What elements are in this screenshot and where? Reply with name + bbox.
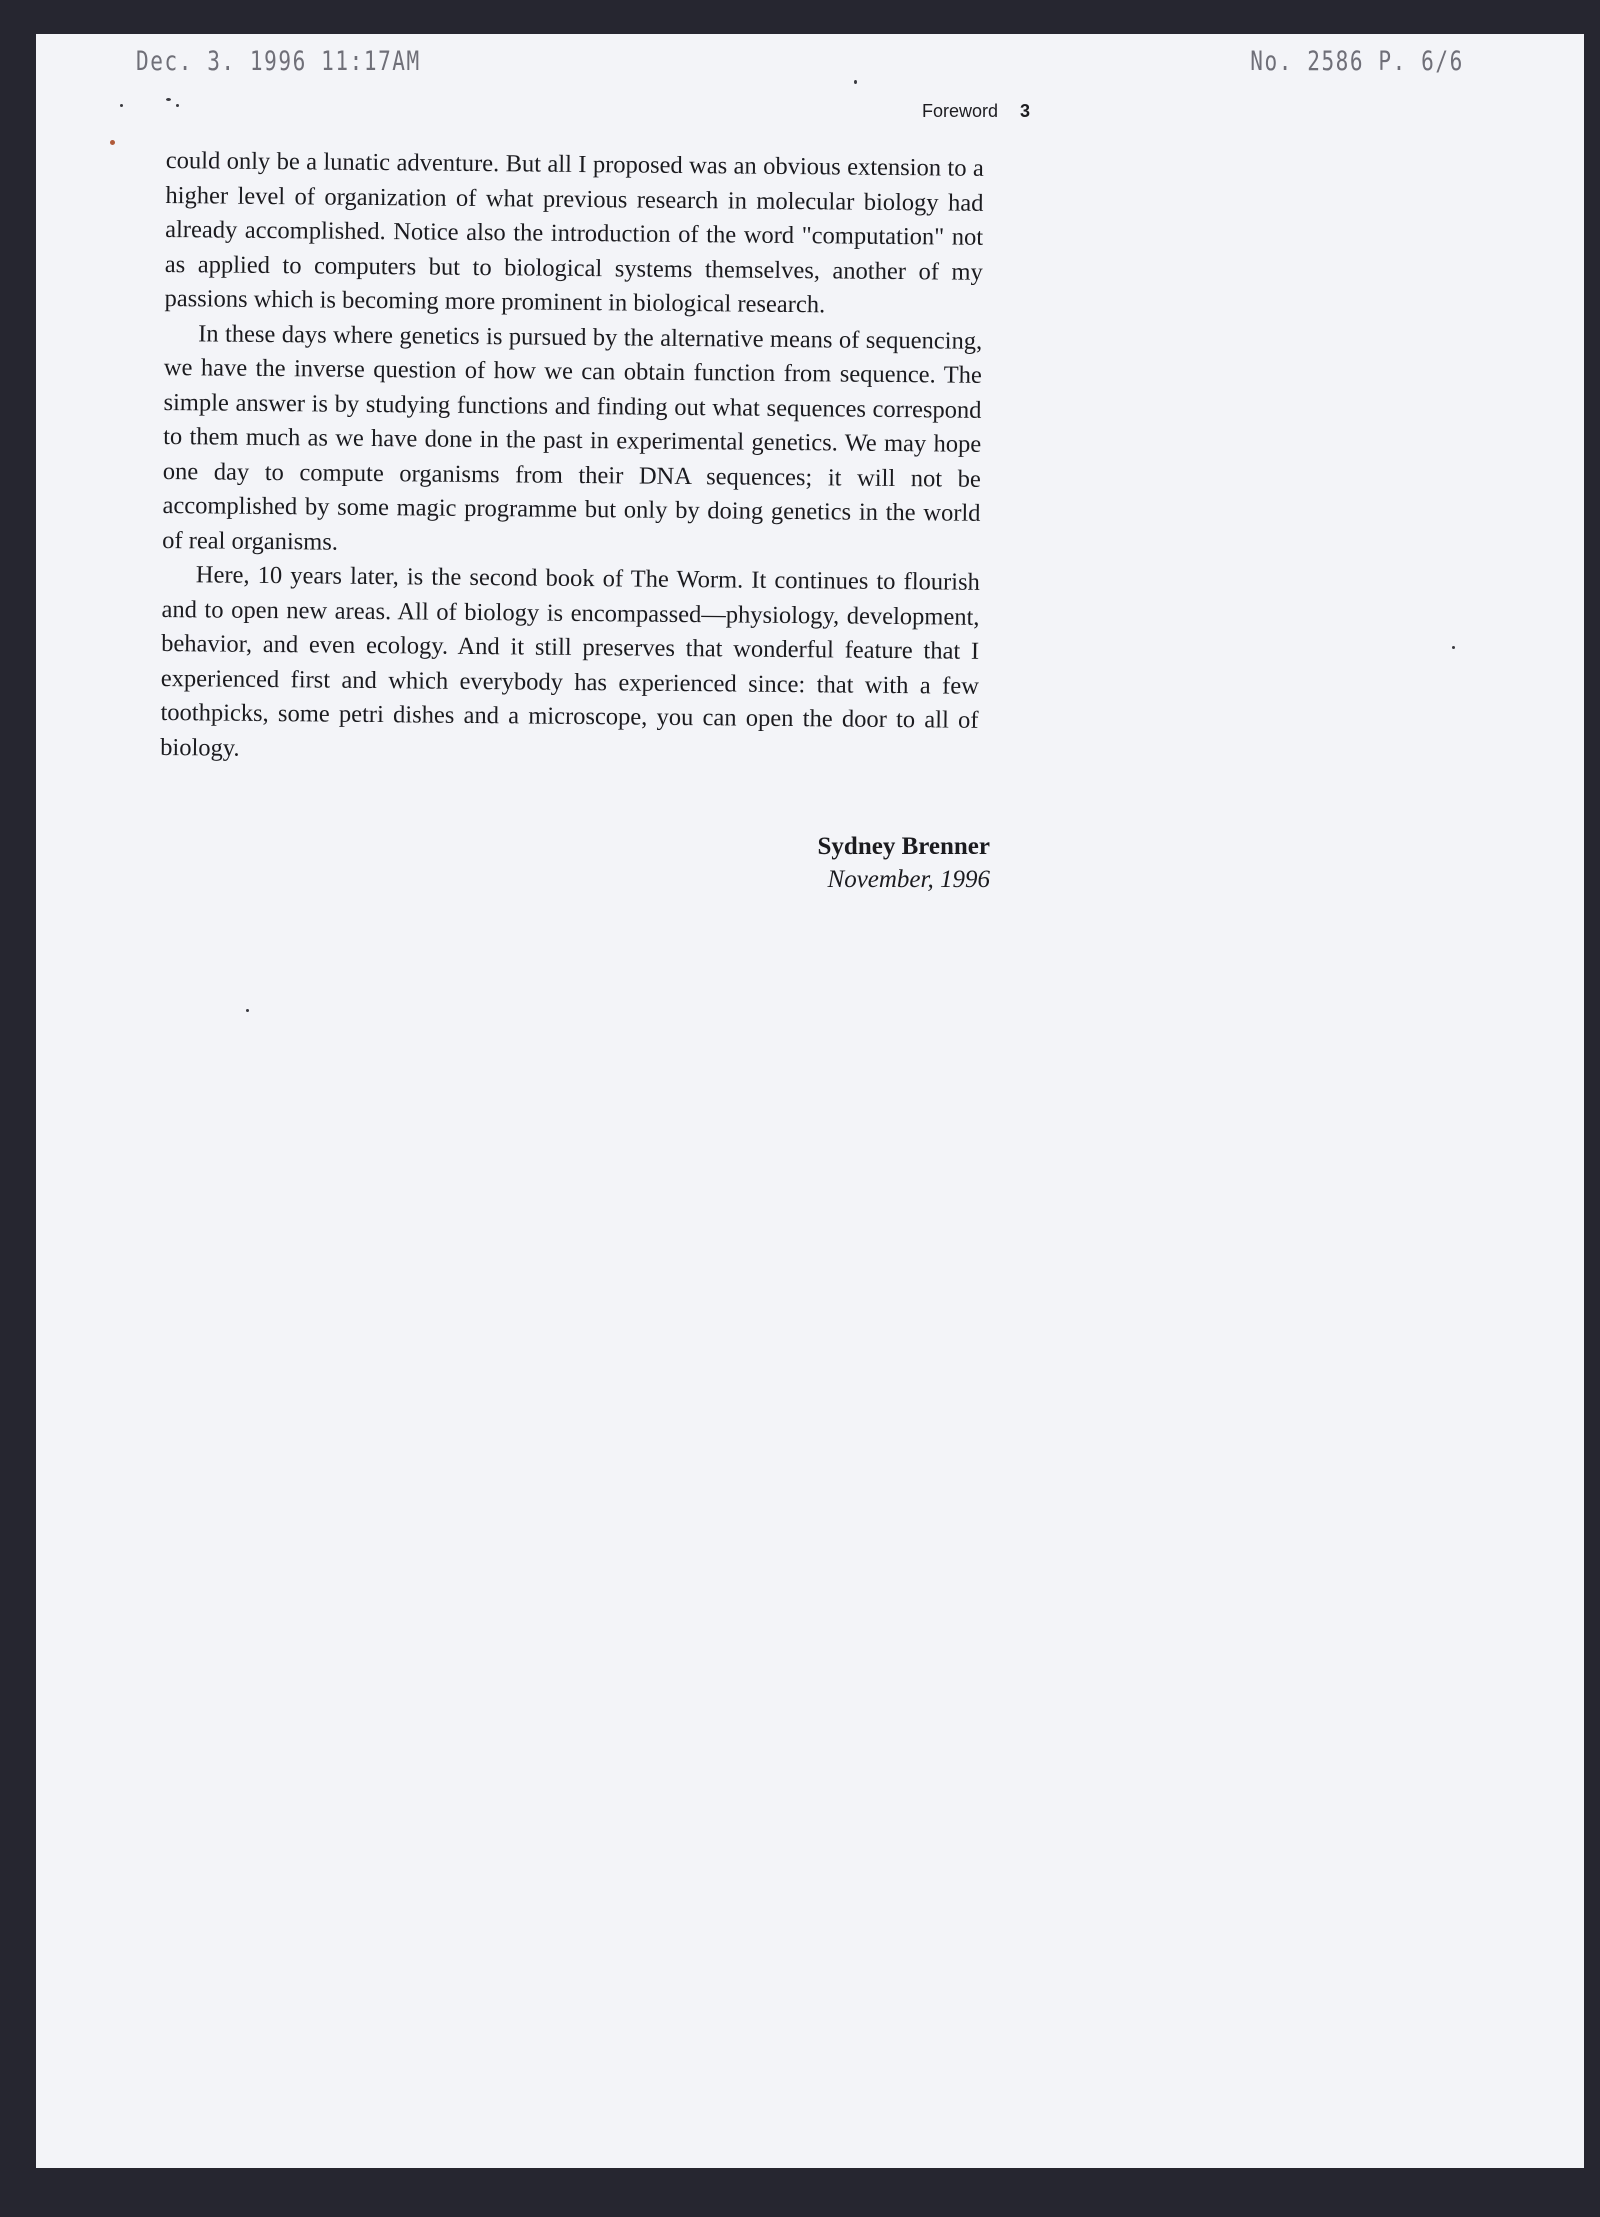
fax-timestamp: Dec. 3. 1996 11:17AM <box>136 46 421 77</box>
running-head <box>922 101 1030 122</box>
scan-speck <box>110 140 115 145</box>
paragraph: In these days where genetics is pursued by the alternative means of sequencing, we have the inverse question of how we can obtain function from sequence. The simple answer is by studying functions and finding out what sequences correspond to them much as we have done in the past in experimental genetics. We may hope one day to compute organisms from their DNA sequences; it will not be accomplished by some magic programme but only by doing genetics in the world of real organisms. <box>162 319 983 556</box>
signature-block <box>818 830 990 896</box>
scan-speck <box>246 1009 249 1012</box>
document-page <box>36 34 1584 2168</box>
scan-speck <box>176 104 179 107</box>
page-number: 3 <box>1019 101 1030 121</box>
scan-speck <box>1452 646 1455 649</box>
foreword-body <box>160 144 984 773</box>
scan-speck <box>854 80 857 84</box>
paragraph: Here, 10 years later, is the second book of The Worm. It continues to flourish and to open new areas. All of biology is encompassed—physiology, development, behavior, and even ecology. And it still preserves that wonderful feature that I experienced first and which everybody has experienced since: that with a few toothpicks, some petri dishes and a microscope, you can open the door to all of biology. <box>160 561 980 762</box>
scan-speck <box>120 104 123 107</box>
paragraph: could only be a lunatic adventure. But all I proposed was an obvious extension to a higher level of organization of what previous research in molecular biology had already accomplished. Notice also the introduction of the word "computation" not as applied to computers but to biological systems themselves, another of my passions which is becoming more prominent in biological research. <box>164 146 984 319</box>
fax-page-count: No. 2586 P. 6/6 <box>1250 46 1464 77</box>
scan-speck <box>166 98 171 101</box>
running-head-section: Foreword <box>921 101 998 121</box>
author-name: Sydney Brenner <box>817 833 990 860</box>
signature-date: November, 1996 <box>827 866 990 893</box>
